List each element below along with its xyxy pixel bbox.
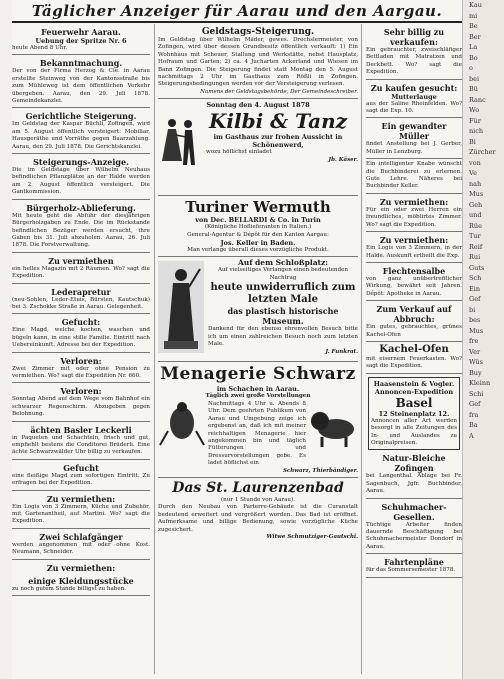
ad-heading: Zu vermiethen:: [46, 562, 116, 573]
adjacent-page-fragment: Schi: [469, 389, 484, 398]
divider: [12, 107, 150, 108]
divider: [12, 382, 150, 383]
adjacent-page-fragment: Bi: [469, 137, 476, 146]
laurenzenbad-title: Das St. Laurenzenbad: [172, 479, 344, 496]
adjacent-page-fragment: Buy: [469, 368, 482, 377]
schlossplatz-sub: Auf vielseitiges Verlangen einen bedeutenden Nachtrag: [217, 267, 349, 281]
ad-heading: Verloren:: [60, 386, 102, 397]
adjacent-page-fragment: Rui: [469, 253, 481, 261]
kilbi-place: im Gasthaus zur frohen Aussicht in Schönenwerd,: [213, 133, 343, 150]
ad-heading: Mutterlauge: [391, 92, 437, 101]
ad-text: eine fleißige Magd zum sofortigen Eintritt. Zu erfragen bei der Expedition.: [12, 472, 150, 487]
box-line: 12 Steinenplatz 12.: [378, 409, 450, 418]
kilbi-title: Kilbi & Tanz: [209, 109, 347, 134]
divider: [366, 262, 462, 263]
column-center: [154, 24, 362, 674]
ad-text: werden angenommen mit oder ohne Kost. Neumann, Schneider.: [12, 541, 150, 556]
ad-heading: Fahrtenpläne: [384, 557, 444, 568]
wermuth-title: Turiner Wermuth: [185, 198, 331, 217]
schlossplatz-ad: [158, 259, 358, 359]
geldstag-text: Im Geldstag über Wilhelm Mäder, gewes. Drechslermeister, von Zofingen, wird über dessen Grundbesitz öffentlich verkauft: 1) Ein Wohnhaus mit Scheuer, Stallung und Werkstätte, nebst Hausplatz, Hofraum und Garten; 2) ca. 4 Jucharten Ackerland und Wiesen im Bann Zofingen. Die Steigerung findet statt Montag den 5. August nachmittags 2 Uhr im Gasthaus zum Rößli in Zofingen. Steigerungsbedingungen werden vor der Versteigerung verlesen.: [158, 37, 358, 88]
wermuth-ad: [158, 198, 358, 254]
ad-heading: ächten Basler Leckerli: [30, 424, 132, 435]
ad-heading: Lederapretur: [51, 286, 111, 297]
dancing-couple-illustration: [158, 115, 202, 173]
ad-heading: Sehr billig zu verkaufen:: [383, 27, 445, 47]
laurenzenbad-ad: [158, 480, 358, 541]
adjacent-page-fragment: Be: [469, 22, 478, 30]
laurenzenbad-sub: (nur 1 Stunde von Aarau).: [221, 496, 295, 503]
menagerie-text: Nachmittags 4 Uhr u. Abends 8 Uhr. Dem geehrten Publikum von Aarau und Umgebung zeige ich ergebenst an, daß ich mit meiner reichhaltigen Menagerie hier angekommen bin und täglich Fütterungen und Dressurvorstellungen gebe. Es ladet höflichst ein: [208, 400, 306, 467]
divider: [366, 193, 462, 194]
ad-heading: Natur-Bleiche Zofingen: [382, 453, 446, 474]
divider: [12, 153, 150, 154]
ad-text: bei Langenthal. Ablage bei Fr. Sagenbuch, Jgfr. Buchbinder, Aarau.: [366, 473, 462, 495]
ad-heading: Zum Verkauf auf Abbruch:: [376, 304, 452, 325]
ad-heading: Zu vermiethen:: [379, 196, 449, 207]
divider: [12, 490, 150, 491]
menagerie-dates: Täglich zwei große Vorstellungen: [205, 393, 311, 400]
menagerie-ad: [158, 364, 358, 474]
ad-heading: Zu vermiethen:: [46, 493, 116, 504]
ad-heading: Bekanntmachung.: [39, 58, 123, 69]
ad-heading: Gerichtliche Steigerung.: [25, 111, 137, 122]
ad-heading: Zwei Schlafgänger: [39, 531, 123, 542]
divider: [12, 283, 150, 284]
advertisement-box: [368, 377, 460, 451]
adjacent-page-fragment: Wüs: [469, 358, 483, 366]
divider: [12, 559, 150, 560]
divider: [366, 341, 462, 342]
masthead-title: Täglicher Anzeiger für Aarau und den Aargau.: [31, 2, 443, 20]
ad-heading: Zu kaufen gesucht:: [370, 82, 458, 93]
lion-illustration: [308, 401, 358, 447]
divider: [366, 373, 462, 374]
divider: [12, 528, 150, 529]
adjacent-page-fragment: A: [469, 431, 474, 440]
ad-heading: Bürgerholz-Ablieferung.: [26, 202, 136, 213]
ad-heading: Steigerungs-Anzeige.: [33, 157, 129, 168]
ad-text: Die im Geldstage über Wilhelm Neuhaus befindlichen Pflanzplätze an der Halde werden am 2. August öffentlich versteigert. Die Gantkommission.: [12, 167, 150, 196]
ad-heading: Zu vermiethen: [48, 255, 114, 266]
column-left: [12, 24, 150, 674]
masthead-rule: [12, 21, 462, 23]
adjacent-page-fragment: fra: [469, 410, 479, 419]
ad-text: in Paqueten und Schachteln, frisch und gut, empfiehlt bestens die Conditorei Brüderli. Eine ächte Schwarzwälder Uhr billig zu verkaufen.: [12, 434, 150, 456]
adjacent-page-fragment: nich: [469, 127, 484, 135]
divider: [366, 79, 462, 80]
ad-text: Ein gutes, gebrauchtes, grünes Kachel-Ofen: [366, 324, 462, 338]
wermuth-note: (Königliche Hoflieferanten in Italien.): [204, 224, 312, 231]
divider: [366, 577, 462, 578]
ad-text: von ganz unübertrefflicher Wirkung, bewährt seit Jahren. Dépôt: Apotheke in Aarau.: [366, 275, 462, 297]
adjacent-page-fragment: Rüe: [469, 221, 482, 230]
adjacent-page-fragment: Bo: [469, 53, 478, 62]
adjacent-page-fragment: Kleinn: [469, 379, 491, 387]
ad-heading: Uebung der Spritze Nr. 6: [35, 37, 127, 45]
divider: [366, 498, 462, 499]
adjacent-page-fragment: o: [469, 64, 473, 72]
adjacent-page-fragment: nah: [469, 179, 482, 188]
divider: [12, 252, 150, 253]
wermuth-agent-name: Jos. Keller in Baden.: [220, 239, 296, 248]
divider: [12, 313, 150, 314]
kilbi-signature: Jb. Käser.: [328, 156, 358, 163]
ad-heading: Gefucht:: [61, 317, 101, 328]
schlossplatz-text: Dankend für den ebenso ehrenvollen Besuch bitte ich um einen zahlreichen Besuch noch zum letzten Male.: [208, 326, 358, 348]
kilbi-date: Sonntag den 4. August 1878: [206, 101, 310, 110]
box-line: Haasenstein & Vogler.: [373, 379, 455, 388]
adjacent-page-fragment: Bü: [469, 85, 478, 93]
adjacent-page-fragment: Ber: [469, 32, 481, 41]
wermuth-agent: General-Agentur & Dépôt für den Kanton Aargau:: [187, 231, 329, 238]
adjacent-page-edge: [462, 0, 504, 679]
ad-text: Der von der Firma Herzog & Cie. in Aarau erstellte Steinweg von der Kantonsstraße bis zum Mühleweg ist dem öffentlichen Verkehr übergeben. Aarau, den 29. Juli 1878. Gemeindekanzlei.: [12, 68, 150, 105]
ad-text: heute Abend 8 Uhr.: [12, 45, 68, 51]
adjacent-page-fragment: Wo: [469, 106, 480, 114]
ad-heading: Zu vermiethen:: [379, 235, 449, 246]
divider: [158, 98, 358, 99]
adjacent-page-fragment: La: [469, 43, 478, 51]
divider: [12, 54, 150, 55]
ad-text: Tüchtige Arbeiter finden dauernde Beschäftigung bei Schuhmachermeister Dondorf in Aarau.: [366, 521, 462, 550]
adjacent-page-fragment: Mus: [469, 326, 484, 335]
divider: [366, 117, 462, 118]
laurenzenbad-text: Durch den Neubau von Parterre-Gebäude ist die Curanstalt bedeutend erweitert und vergrößert worden. Das Bad ist eröffnet. Aufmerksame und billige Bedienung, sowie vorzügliche Küche zugesichert.: [158, 504, 358, 533]
adjacent-page-fragment: Für: [469, 116, 481, 125]
schlossplatz-signature: J. Funkrat.: [325, 348, 358, 355]
adjacent-page-fragment: Kau: [469, 1, 482, 9]
adjacent-page-fragment: Zürcher: [469, 148, 496, 156]
adjacent-page-fragment: Ba: [469, 421, 478, 429]
adjacent-page-fragment: Gef: [469, 295, 481, 303]
divider: [12, 199, 150, 200]
menagerie-place: im Schachen in Aarau.: [216, 385, 300, 394]
schlossplatz-main: heute unwiderruflich zum letzten Male: [210, 282, 356, 306]
ad-heading: Ein gewandter Müller: [381, 121, 447, 142]
wermuth-maker: von Dec. BELLARDI & Co. in Turin: [195, 216, 321, 225]
ad-text: Im Geldstag der Kaspar Büchli, Zofingen, wird am 5. August öffentlich versteigert: Mobiliar, Hausgeräthe und Vorräthe gegen Baarzahlung. Aarau, den 29. Juli 1878. Die Gerichtskanzlei.: [12, 121, 150, 150]
divider: [366, 553, 462, 554]
ad-heading: Flechtensalbe: [382, 265, 446, 276]
wermuth-sale: Man verlange überall dieses vorzügliche Produkt.: [187, 247, 329, 254]
adjacent-page-fragment: mi: [469, 11, 478, 20]
box-line: Annoncen-Expedition: [374, 387, 454, 396]
adjacent-page-fragment: Guts: [469, 263, 485, 272]
statue-illustration: [158, 261, 204, 353]
divider: [158, 195, 358, 196]
adjacent-page-fragment: und: [469, 211, 482, 219]
ad-heading: einige Kleidungsstücke: [28, 575, 134, 586]
divider: [12, 352, 150, 353]
ad-text: findet Anstellung bei J. Gerber, Müller in Lenzburg.: [366, 141, 462, 155]
ad-text: Eine Magd, welche kochen, waschen und bügeln kann, in eine stille Familie. Eintritt nach Uebereinkunft. Adresse bei der Expedition.: [12, 327, 150, 349]
ad-text: zu noch gutem Stande billigst zu haben.: [12, 585, 127, 592]
adjacent-page-fragment: bei: [469, 74, 480, 83]
menagerie-title: Menagerie Schwarz: [160, 364, 356, 385]
geldstag-title: Geldstags-Steigerung.: [201, 27, 315, 37]
ad-text: ein helles Magazin mit 2 Räumen. Wo? sagt die Expedition.: [12, 265, 150, 280]
divider: [366, 300, 462, 301]
ad-text: (neu-Sohlen, Leder-Etuis, Bürsten, Kautschuk) bei 3. Zschokke Straße in Aarau. Gelegenheit.: [12, 296, 150, 310]
box-line: Annoncen aller Art werden besorgt in alle Zeitungen des In- und Auslandes zu Originalpreisen.: [371, 417, 457, 446]
adjacent-page-fragment: bi: [469, 305, 476, 314]
laurenzenbad-signature: Witwe Schmutziger-Gautschi.: [266, 533, 358, 540]
divider: [158, 256, 358, 257]
ad-text: Sonntag Abend auf dem Wege vom Bahnhof ein schwarzer Regenschirm. Abzugeben gegen Belohnung.: [12, 396, 150, 418]
divider: [366, 158, 462, 159]
adjacent-page-fragment: Gef: [469, 400, 481, 408]
adjacent-page-fragment: Ve: [469, 169, 477, 177]
adjacent-page-fragment: von: [469, 158, 481, 167]
divider: [158, 361, 358, 362]
adjacent-page-fragment: Mus: [469, 190, 484, 198]
newspaper-page: [12, 0, 462, 679]
adjacent-page-fragment: Geh: [469, 200, 483, 209]
kilbi-ad: [158, 101, 358, 193]
ad-text: Zwei Zimmer mit oder ohne Pension zu vermiethen. Wo? sagt die Expedition Nr. 660.: [12, 365, 150, 379]
ad-text: Für ein oder zwei Herren ein freundliches, möblirtes Zimmer. Wo? sagt die Expedition.: [366, 206, 462, 228]
ad-text: Mit heute geht die Abfuhr der diesjährigen Bürgerholzgaben zu Ende. Die im Rückstande befindlichen Bezüger werden ersucht, ihre Gaben bis 31. Juli abzuholen. Aarau, 26. Juli 1878. Die Forstverwaltung.: [12, 212, 150, 249]
adjacent-page-fragment: fre: [469, 337, 479, 345]
schlossplatz-title: Auf dem Schloßplatz:: [237, 258, 329, 268]
ad-heading: Verloren:: [60, 355, 102, 366]
schlossplatz-museum: das plastisch historische Museum.: [227, 306, 339, 327]
bird-illustration: [158, 401, 206, 447]
adjacent-page-fragment: Sch: [469, 274, 482, 282]
adjacent-page-fragment: Tur: [469, 232, 481, 240]
ad-text: Ein intelligenter Knabe wünscht die Buchbinderei zu erlernen. Gute Lehre. Näheres bei Buchbinder Keller.: [366, 161, 462, 190]
ad-text: mit eisernem Feuerkasten. Wo? sagt die Expedition.: [366, 355, 462, 370]
divider: [158, 477, 358, 478]
ad-text: Ein Logis von 3 Zimmern, Küche und Zubehör, mit Gartenantheil, auf Martini. Wo? sagt die Expedition.: [12, 503, 150, 525]
kilbi-text: wozu höflichst einladet: [206, 149, 272, 156]
adjacent-page-fragment: bes: [469, 316, 481, 324]
divider: [366, 231, 462, 232]
divider: [12, 421, 150, 422]
ad-text: Ein gebrauchter, zweischläfiger Bettladen mit Matratzen und Deckbett. Wo? sagt die Expedition.: [366, 47, 462, 76]
box-line: Basel: [395, 395, 433, 410]
column-right: [366, 24, 462, 674]
menagerie-signature: Schwarz, Thierbändiger.: [282, 467, 358, 474]
ad-heading: Schuhmacher-Gesellen.: [381, 501, 447, 522]
adjacent-page-fragment: Reif: [469, 242, 483, 251]
divider: [12, 595, 150, 596]
ad-heading: Feuerwehr Aarau.: [41, 27, 121, 37]
ad-text: aus der Saline Rheinfelden. Wo? sagt die Exp. 10.: [366, 100, 462, 115]
adjacent-page-fragment: Ranc: [469, 95, 486, 104]
adjacent-page-fragment: Ver: [469, 347, 481, 356]
ad-heading: Gefucht: [63, 462, 99, 473]
adjacent-page-fragment: Ein: [469, 284, 481, 293]
ad-text: Ein Logis von 3 Zimmern, in der Halde. Auskunft ertheilt die Exp.: [366, 245, 462, 259]
ad-text: für das Sommersemester 1878.: [366, 567, 456, 574]
divider: [12, 459, 150, 460]
ad-heading: Kachel-Ofen: [379, 343, 449, 355]
geldstag-signature: Namens der Geldstagsbehörde, Der Gemeindeschreiber.: [200, 88, 358, 95]
